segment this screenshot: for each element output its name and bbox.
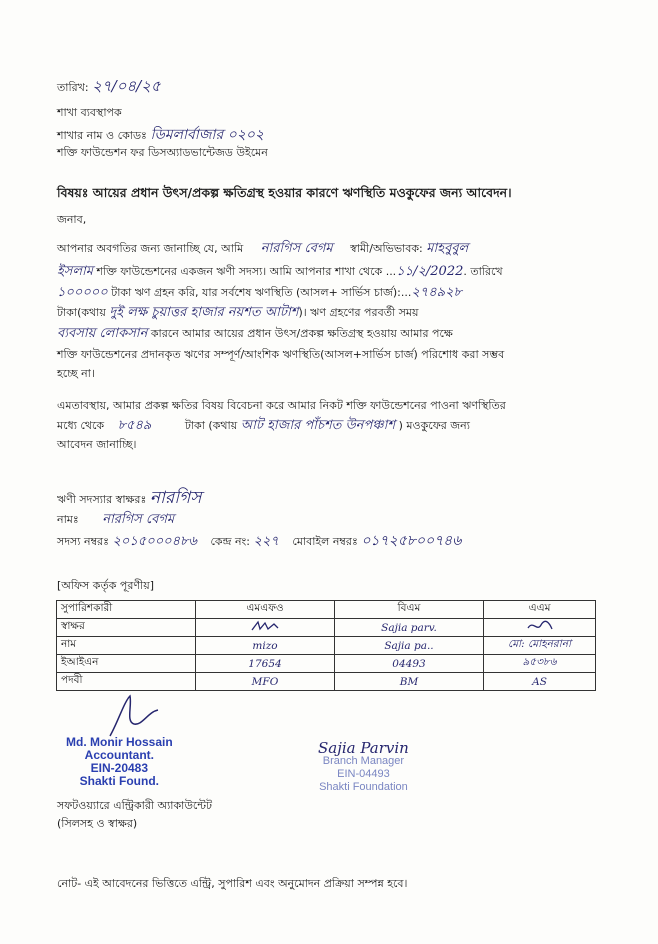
office-table bbox=[56, 600, 596, 691]
stamp-name: Md. Monir Hossain bbox=[66, 735, 173, 749]
table-cell: BM bbox=[335, 673, 484, 691]
member-name-value: নারগিস বেগম bbox=[102, 512, 175, 527]
table-cell: 17654 bbox=[196, 655, 335, 673]
para2-line2 bbox=[57, 418, 470, 433]
mobile-label: মোবাইল নম্বরঃ bbox=[292, 535, 358, 548]
para1-line2 bbox=[57, 264, 503, 279]
para1-text: শক্তি ফাউন্ডেশনের একজন ঋণী সদস্য। আমি আপনার শাখা থেকে ... bbox=[96, 265, 397, 278]
am-signature bbox=[484, 619, 596, 637]
date-row bbox=[57, 75, 161, 100]
para1-text: . তারিখে bbox=[463, 265, 503, 278]
organization-line: শক্তি ফাউন্ডেশন ফর ডিসঅ্যাডভান্টেজড উইমেন bbox=[57, 146, 268, 159]
para1-line7: হচ্ছে না। bbox=[57, 367, 95, 380]
salutation: জনাব, bbox=[57, 213, 87, 226]
para1-line6: শক্তি ফাউন্ডেশনের প্রদানকৃত ঋণের সম্পূর্ণ/আংশিক ঋণস্থিতি(আসল+সার্ভিস চার্জ) পরিশোধ করা সম্ভব bbox=[57, 348, 505, 361]
table-header: এএম bbox=[484, 601, 596, 619]
table-header: বিএম bbox=[335, 601, 484, 619]
mobile-value: ০১৭২৫৮০০৭৪৬ bbox=[361, 533, 462, 549]
guardian-handwritten: মাহবুবুল bbox=[426, 241, 469, 256]
office-heading: [অফিস কর্তৃক পূরণীয়] bbox=[57, 579, 154, 592]
reason-handwritten: ব্যবসায় লোকসান bbox=[57, 326, 148, 341]
member-id-row bbox=[57, 529, 461, 553]
accountant-signature bbox=[104, 692, 164, 740]
stamp-org: Shakti Foundation bbox=[319, 781, 408, 793]
table-cell: AS bbox=[484, 673, 596, 691]
para1-line3 bbox=[57, 285, 462, 300]
table-cell: 04493 bbox=[335, 655, 484, 673]
para1-text: টাকা(কথায় bbox=[57, 306, 106, 319]
waive-words-handwritten: আট হাজার পাঁচশত উনপঞ্চাশ bbox=[240, 418, 396, 433]
member-id-label: সদস্য নম্বরঃ bbox=[57, 535, 109, 548]
table-header: সুপারিশকারী bbox=[57, 601, 196, 619]
table-row bbox=[57, 619, 596, 637]
table-row bbox=[57, 673, 596, 691]
stamp-title: Accountant. bbox=[84, 748, 154, 762]
stamp-name: Sajia Parvin bbox=[318, 739, 409, 757]
guardian-label: স্বামী/অভিভাবক: bbox=[350, 242, 423, 255]
para2-text: টাকা (কথায় bbox=[184, 419, 238, 432]
member-name-row bbox=[57, 510, 174, 531]
table-cell: Sajia parv. bbox=[335, 619, 484, 637]
member-signature: নারগিস bbox=[149, 488, 202, 508]
waive-amount-handwritten: ৮৫৪৯ bbox=[117, 418, 152, 433]
mfo-signature bbox=[196, 619, 335, 637]
balance-words-handwritten: দুই লক্ষ চুয়াত্তর হাজার নয়শত আটাশ bbox=[109, 305, 299, 320]
footer-note: নোট- এই আবেদনের ভিত্তিতে এন্ট্রি, সুপারিশ এবং অনুমোদন প্রক্রিয়া সম্পন্ন হবে। bbox=[57, 877, 408, 890]
member-name-label: নামঃ bbox=[57, 513, 79, 526]
row-label: স্বাক্ষর bbox=[57, 619, 196, 637]
para1-text: কারনে আমার আয়ের প্রধান উৎস/প্রকল্প ক্ষতিগ্রস্থ হওয়ায় আমার পক্ষে bbox=[150, 327, 453, 340]
member-id-value: ২০১৫০০০৪৮৬ bbox=[112, 534, 197, 549]
balance-handwritten: ২৭৪৯২৮ bbox=[411, 285, 462, 300]
date-label: তারিখ: bbox=[57, 81, 89, 94]
para2-text: মধ্যে থেকে bbox=[57, 419, 105, 432]
stamp-org: Shakti Found. bbox=[79, 774, 159, 788]
row-label: পদবী bbox=[57, 673, 196, 691]
stamp-ein: EIN-20483 bbox=[90, 761, 149, 775]
accountant-stamp bbox=[66, 736, 173, 788]
stamp-title: Branch Manager bbox=[322, 755, 405, 767]
accountant-label: সফটওয়্যারে এন্ট্রিকারী অ্যাকাউন্টেট bbox=[57, 799, 212, 812]
row-label: নাম bbox=[57, 637, 196, 655]
para1-line1 bbox=[57, 241, 468, 256]
branch-label: শাখার নাম ও কোডঃ bbox=[57, 129, 147, 142]
branch-manager-stamp bbox=[318, 739, 409, 794]
table-cell: Sajia pa.. bbox=[335, 637, 484, 655]
row-label: ইআইএন bbox=[57, 655, 196, 673]
branch-value: ডিমলার্বাজার ০২০২ bbox=[150, 127, 265, 143]
stamp-ein: EIN-04493 bbox=[337, 768, 390, 780]
para2-line3: আবেদন জানাচ্ছি। bbox=[57, 438, 137, 451]
table-header: এমএফও bbox=[196, 601, 335, 619]
seal-signature-label: (সিলসহ ও স্বাক্ষর) bbox=[57, 817, 138, 830]
loan-amount-handwritten: ১০০০০০ bbox=[57, 285, 108, 300]
center-label: কেন্দ্র নং: bbox=[210, 535, 250, 548]
para1-text: আপনার অবগতির জন্য জানাচ্ছি যে, আমি bbox=[57, 242, 244, 255]
guardian-cont-handwritten: ইসলাম bbox=[57, 264, 94, 279]
member-signature-row bbox=[57, 485, 202, 513]
table-cell: MFO bbox=[196, 673, 335, 691]
para1-text: টাকা ঋণ গ্রহন করি, যার সর্বশেষ ঋণস্থিতি (আসল+ সার্ভিস চার্জ):... bbox=[111, 286, 412, 299]
date-value: ২৭/০৪/২৫ bbox=[92, 77, 161, 95]
para2-line1: এমতাবস্থায়, আমার প্রকল্প ক্ষতির বিষয় বিবেচনা করে আমার নিকট শক্তি ফাউন্ডেশনের পাওনা ঋণস্থিতির bbox=[57, 399, 506, 412]
loan-date-handwritten: ১১/২/2022 bbox=[396, 264, 464, 279]
para1-line4 bbox=[57, 305, 418, 320]
table-cell: ৯৫৩৮৬ bbox=[484, 655, 596, 673]
table-row bbox=[57, 655, 596, 673]
para1-line5 bbox=[57, 326, 453, 341]
subject-line: বিষয়ঃ আয়ের প্রধান উৎস/প্রকল্প ক্ষতিগ্রস্থ হওয়ার কারণে ঋণস্থিতি মওকুফের জন্য আবেদন। bbox=[57, 185, 512, 200]
member-name-handwritten: নারগিস বেগম bbox=[260, 241, 333, 256]
table-row bbox=[57, 637, 596, 655]
table-header-row bbox=[57, 601, 596, 619]
center-value: ২২৭ bbox=[253, 534, 279, 549]
table-cell: মো: মোহনরানা bbox=[484, 637, 596, 655]
table-cell: mizo bbox=[196, 637, 335, 655]
para2-text: ) মওকুফের জন্য bbox=[398, 419, 470, 432]
member-signature-label: ঋণী সদস্যার স্বাক্ষরঃ bbox=[57, 493, 147, 506]
para1-text: )। ঋণ গ্রহণের পরবর্তী সময় bbox=[298, 306, 419, 319]
recipient-line: শাখা ব্যবস্থাপক bbox=[57, 106, 122, 119]
